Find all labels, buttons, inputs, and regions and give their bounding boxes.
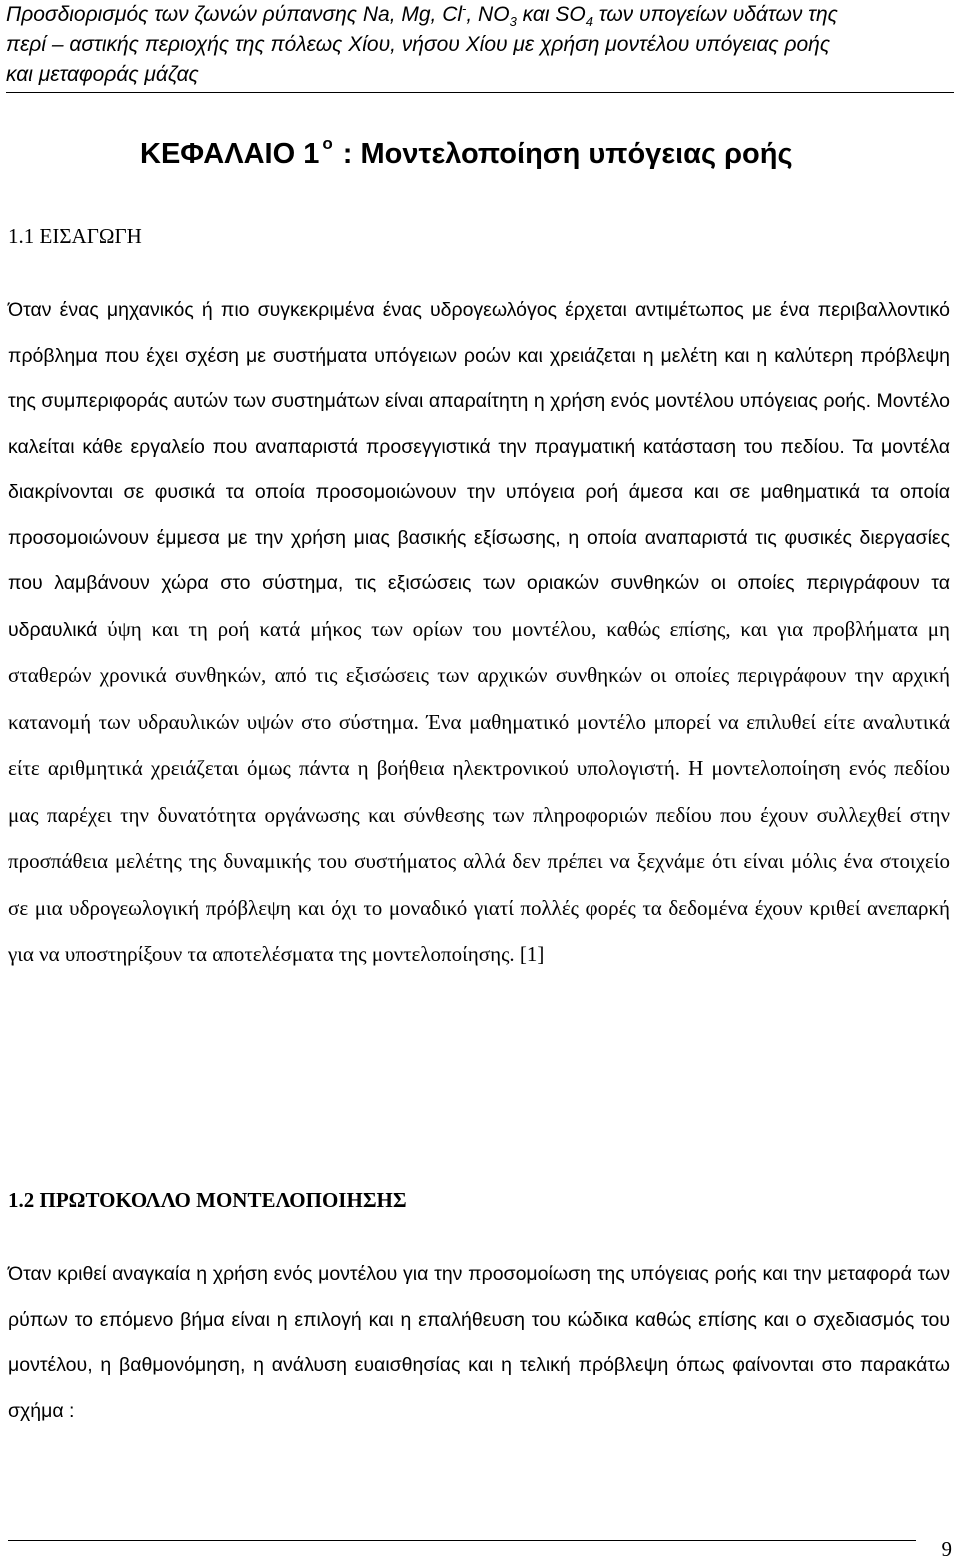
running-header-line-3: και μεταφοράς μάζας — [6, 63, 199, 86]
chapter-title — [140, 132, 793, 180]
modeling-protocol-paragraph: Όταν κριθεί αναγκαία η χρήση ενός μοντέλου για την προσομοίωση της υπόγειας ροής και την μεταφορά των ρύπων το επόμενο βήμα είναι η επιλογή και η επαλήθευση του κώδικα καθώς επίσης και ο σχεδιασμός του μοντέλου, η βαθμονόμηση, η ανάλυση ευαισθησίας και η τελική πρόβλεψη όπως φαίνονται στο παρακάτω σχήμα : — [8, 1263, 950, 1422]
running-header — [6, 0, 954, 93]
page-number: 9 — [941, 1537, 952, 1561]
introduction-text-part-1: Όταν ένας μηχανικός ή πιο συγκεκριμένα ένας υδρογεωλόγος έρχεται αντιμέτωπος με ένα περιβαλλοντικό πρόβλημα που έχει σχέση με συστήματα υπόγειων ροών και χρειάζεται η μελέτη και η καλύτερη πρόβλεψη της συμπεριφοράς αυτών των συστημάτων είναι απαραίτητη η χρήση ενός μοντέλου υπόγειας ροής. Μοντέλο καλείται κάθε εργαλείο που αναπαριστά προσεγγιστικά την πραγματική κατάσταση του πεδίου. — [8, 299, 950, 458]
introduction-text-part-2: Τα μοντέλα διακρίνονται σε φυσικά τα οποία προσομοιώνουν την υπόγεια ροή άμεσα και σε μαθηματικά τα οποία προσομοιώνουν έμμεσα με την χρήση μιας βασικής εξίσωσης, η οποία αναπαριστά τις φυσικές διεργασίες που λαμβάνουν χώρα στο σύστημα, τις εξισώσεις των οριακών συνθηκών οι οποίες περιγράφουν τα υδραυλικά — [8, 435, 951, 641]
chapter-name: : Μοντελοποίηση υπόγειας ροής — [342, 138, 793, 170]
introduction-paragraph — [8, 288, 950, 979]
running-header-line-1: Προσδιορισμός των ζωνών ρύπανσης Na, Mg, Cl-, $NO_3$ και $SO_4$ των υπογείων υδάτων της — [6, 1, 838, 30]
section-heading-introduction: 1.1 ΕΙΣΑΓΩΓΗ — [8, 224, 142, 248]
chapter-ordinal: ο — [322, 134, 333, 153]
chapter-number: ΚΕΦΑΛΑΙΟ 1 — [140, 138, 320, 170]
introduction-text-part-3: ύψη και τη ροή κατά μήκος των ορίων του μοντέλου, καθώς επίσης, και για προβλήματα μη σταθερών χρονικά συνθηκών, από τις εξισώσεις των αρχικών συνθηκών οι οποίες περιγράφουν την αρχική κατανομή των υδραυλικών υψών στο σύστημα. Ένα μαθηματικό μοντέλο μπορεί να επιλυθεί είτε αναλυτικά είτε αριθμητικά χρειάζεται όμως πάντα η βοήθεια ηλεκτρονικού υπολογιστή. Η μοντελοποίηση ενός πεδίου μας παρέχει την δυνατότητα οργάνωσης και σύνθεσης των πληροφοριών πεδίου που έχουν συλλεχθεί στην προσπάθεια μελέτης της δυναμικής του συστήματος αλλά δεν πρέπει να ξεχνάμε ότι είναι μόλις ένα στοιχείο σε μια υδρογεωλογική πρόβλεψη και όχι το μοναδικό γιατί πολλές φορές τα δεδομένα έχουν κριθεί ανεπαρκή για να υποστηρίξουν τα αποτελέσματα της μοντελοποίησης. [1] — [8, 616, 950, 966]
section-heading-modeling-protocol: 1.2 ΠΡΩΤΟΚΟΛΛΟ ΜΟΝΤΕΛΟΠΟΙΗΣΗΣ — [8, 1188, 407, 1212]
footer-rule — [8, 1540, 916, 1541]
running-header-line-2: περί – αστικής περιοχής της πόλεως Χίου, νήσου Χίου με χρήση μοντέλου υπόγειας ροής — [6, 33, 831, 56]
